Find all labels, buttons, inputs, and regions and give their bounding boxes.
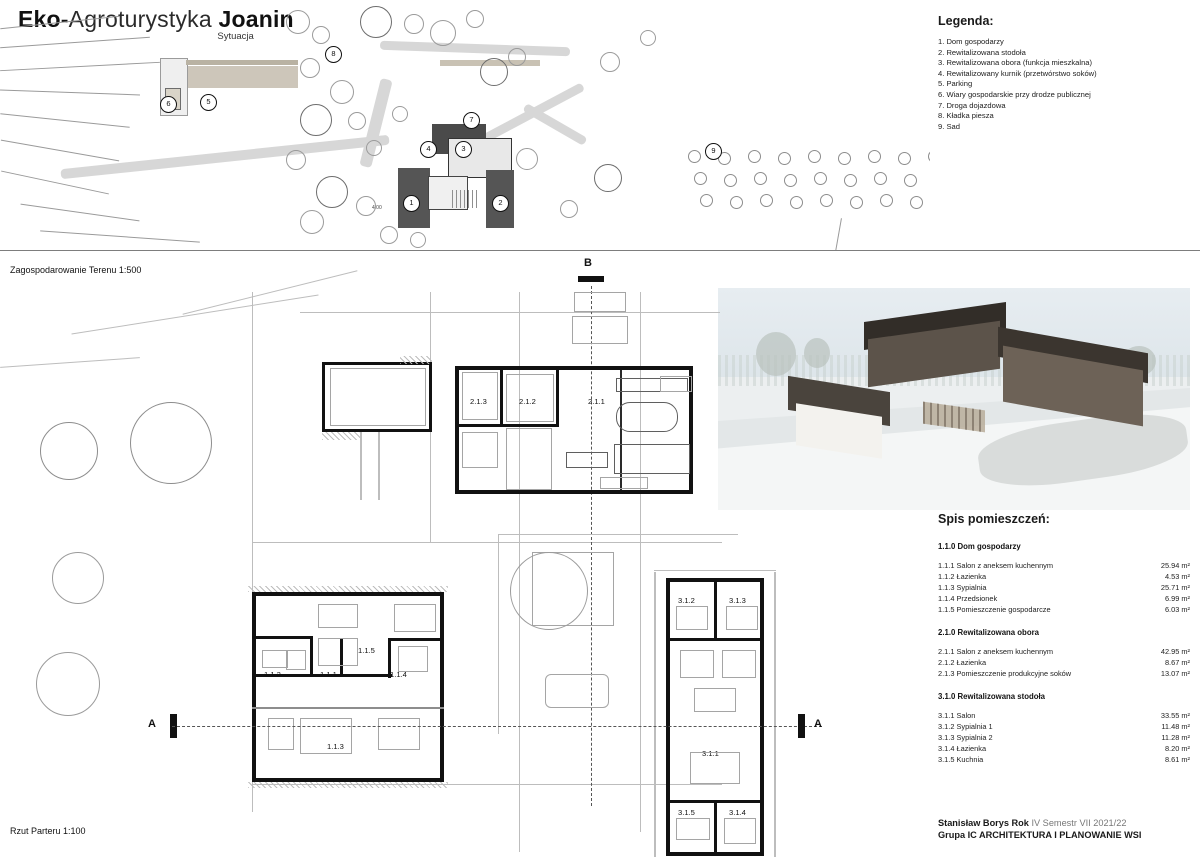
room-label-311: 3.1.1 xyxy=(702,749,719,758)
coffee-table xyxy=(694,688,736,712)
site-marker-2: 2 xyxy=(492,195,509,212)
schedule-group-head: 2.1.0 Rewitalizowana obora xyxy=(938,628,1039,637)
legend-list xyxy=(938,37,1188,132)
outbuilding-floor xyxy=(330,368,426,426)
tree-symbol xyxy=(510,552,588,630)
schedule-row xyxy=(938,743,1190,754)
tree-symbol xyxy=(430,20,456,46)
schedule-group xyxy=(938,542,1190,615)
site-dimension: 4.00 xyxy=(372,205,382,211)
tree-symbol xyxy=(360,6,392,38)
hatch-area xyxy=(322,432,362,440)
site-plan-caption: Zagospodarowanie Terenu 1:500 xyxy=(10,265,142,275)
tree-symbol xyxy=(508,48,526,66)
room-name: 3.1.2 Sypialnia 1 xyxy=(938,722,993,731)
legend-item: 3. Rewitalizowana obora (funkcja mieszkalna) xyxy=(938,58,1093,68)
kitchen-unit xyxy=(318,604,358,628)
sofa xyxy=(722,650,756,678)
room-name: 1.1.1 Salon z aneksem kuchennym xyxy=(938,561,1054,570)
room-area: 42.95 m² xyxy=(1160,647,1190,656)
terrain-line xyxy=(0,357,140,368)
contour-line xyxy=(0,90,140,96)
schedule-group-head: 3.1.0 Rewitalizowana stodoła xyxy=(938,692,1046,701)
room-label-114: 1.1.4 xyxy=(390,670,407,679)
site-marker-8: 8 xyxy=(325,46,342,63)
contour-line xyxy=(21,204,140,222)
title-part-2: Agroturystyka xyxy=(68,6,212,32)
legend-item: 7. Droga dojazdowa xyxy=(938,100,1006,110)
room-name: 1.1.2 Łazienka xyxy=(938,572,987,581)
courtyard-edge xyxy=(498,534,499,734)
tree-symbol xyxy=(316,176,348,208)
wall-barn-left xyxy=(666,578,670,856)
wall-house-top xyxy=(252,592,444,596)
legend-item: 6. Wiary gospodarskie przy drodze publicznej xyxy=(938,89,1091,99)
schedule-row xyxy=(938,710,1190,721)
wall-house-internal xyxy=(252,636,312,639)
wall-barn-internal xyxy=(714,800,717,856)
legend-title: Legenda: xyxy=(938,14,994,28)
schedule-row xyxy=(938,604,1190,615)
room-label-213: 2.1.3 xyxy=(470,397,487,406)
room-label-112: 1.1.2 xyxy=(264,670,281,679)
contour-line xyxy=(0,62,160,71)
ground-floor-plan xyxy=(0,252,930,857)
room-name: 3.1.3 Sypialnia 2 xyxy=(938,733,993,742)
tree-symbol xyxy=(560,200,578,218)
legend-item: 2. Rewitalizowana stodoła xyxy=(938,47,1026,57)
section-bar-a-right xyxy=(798,714,805,738)
wall-obora-top xyxy=(455,366,693,370)
wall-barn-internal xyxy=(714,578,717,638)
wall-house-right xyxy=(440,592,444,782)
terrain-line xyxy=(183,270,358,315)
sofa xyxy=(680,650,714,678)
tree-symbol xyxy=(410,232,426,248)
schedule-row xyxy=(938,593,1190,604)
tree-symbol xyxy=(330,80,354,104)
grid-line xyxy=(300,312,720,313)
title-part-1: Eko- xyxy=(18,6,69,32)
tree-symbol xyxy=(380,226,398,244)
tree-symbol xyxy=(404,14,424,34)
production-equipment xyxy=(462,372,498,420)
title-subtitle: Sytuacja xyxy=(217,31,254,42)
tree-symbol xyxy=(466,10,484,28)
stair-flight xyxy=(506,428,552,490)
room-label-113: 1.1.3 xyxy=(327,742,344,751)
section-mark-a-right: A xyxy=(814,718,822,730)
stair-run xyxy=(506,374,554,422)
room-area: 13.07 m² xyxy=(1160,669,1190,678)
room-area: 11.48 m² xyxy=(1161,722,1190,731)
contour-line xyxy=(0,113,129,128)
room-area: 8.20 m² xyxy=(1164,744,1190,753)
hatch-area xyxy=(248,586,448,592)
room-schedule-title: Spis pomieszczeń: xyxy=(938,512,1050,526)
production-equipment xyxy=(462,432,498,468)
room-label-313: 3.1.3 xyxy=(729,596,746,605)
schedule-row xyxy=(938,582,1190,593)
schedule-group xyxy=(938,628,1190,679)
schedule-row xyxy=(938,646,1190,657)
bathroom-fixtures xyxy=(724,818,756,844)
desk xyxy=(268,718,294,750)
grid-line xyxy=(252,542,722,543)
room-area: 33.55 m² xyxy=(1160,711,1190,720)
author-name: Stanisław Borys Rok xyxy=(938,818,1029,828)
bathroom-fixtures xyxy=(262,650,288,668)
tree-symbol xyxy=(52,552,104,604)
tv-unit xyxy=(566,452,608,468)
access-road xyxy=(60,135,389,179)
footer-line-1 xyxy=(938,818,1194,828)
hatch-area xyxy=(248,782,448,788)
wall-house-internal xyxy=(388,638,444,641)
bed xyxy=(300,718,352,754)
tree-symbol xyxy=(300,210,324,234)
room-label-115: 1.1.5 xyxy=(358,646,375,655)
site-marker-5: 5 xyxy=(200,94,217,111)
courtyard-edge xyxy=(498,534,738,535)
wall-obora-bottom xyxy=(455,490,693,494)
site-marker-7: 7 xyxy=(463,112,480,129)
tree-symbol xyxy=(516,148,538,170)
room-label-211: 2.1.1 xyxy=(588,397,605,406)
room-label-312: 3.1.2 xyxy=(678,596,695,605)
room-name: 2.1.3 Pomieszczenie produkcyjne soków xyxy=(938,669,1072,678)
outdoor-table xyxy=(572,316,628,344)
legend-item: 5. Parking xyxy=(938,79,973,89)
contour-line xyxy=(1,140,119,162)
group-info: Grupa IC ARCHITEKTURA I PLANOWANIE WSI xyxy=(938,830,1142,840)
dining-table xyxy=(616,402,678,432)
terrain-line xyxy=(71,294,318,334)
site-marker-1: 1 xyxy=(403,195,420,212)
tree-symbol xyxy=(286,10,310,34)
legend-item: 8. Kładka piesza xyxy=(938,111,994,121)
room-label-314: 3.1.4 xyxy=(729,808,746,817)
tree-symbol xyxy=(300,104,332,136)
shower xyxy=(286,650,306,670)
tree-symbol xyxy=(640,30,656,46)
schedule-row xyxy=(938,754,1190,765)
footer-credits xyxy=(938,818,1194,840)
orchard-grid xyxy=(688,150,930,220)
contour-line xyxy=(0,37,150,48)
site-marker-3: 3 xyxy=(455,141,472,158)
room-name: 1.1.5 Pomieszczenie gospodarcze xyxy=(938,605,1051,614)
section-line-b xyxy=(591,286,593,806)
wall-house-internal xyxy=(310,636,313,676)
tree-symbol xyxy=(600,52,620,72)
leader-line xyxy=(835,218,842,250)
wall-obora-internal xyxy=(455,424,559,427)
room-area: 6.99 m² xyxy=(1164,594,1190,603)
schedule-row xyxy=(938,571,1190,582)
dining-set xyxy=(690,752,740,784)
site-marker-9: 9 xyxy=(705,143,722,160)
wall-outbuilding-left xyxy=(322,362,325,432)
section-bar-b xyxy=(578,276,604,282)
room-schedule xyxy=(938,512,1190,778)
connector-wall xyxy=(360,432,362,500)
room-name: 1.1.4 Przedsionek xyxy=(938,594,998,603)
tree-symbol xyxy=(36,652,100,716)
wall-barn-internal xyxy=(666,638,764,641)
roof-edge xyxy=(654,570,776,571)
roof-edge xyxy=(654,572,656,857)
tree-symbol xyxy=(356,196,376,216)
section-mark-b: B xyxy=(584,257,592,269)
room-area: 8.61 m² xyxy=(1164,755,1190,764)
room-area: 11.28 m² xyxy=(1161,733,1190,742)
tree-symbol xyxy=(480,58,508,86)
pergola xyxy=(452,190,478,208)
tree-symbol xyxy=(286,150,306,170)
tree-symbol xyxy=(130,402,212,484)
wall-obora-internal xyxy=(556,366,559,426)
floor-plan-caption: Rzut Parteru 1:100 xyxy=(10,826,86,836)
title-part-3: Joanin xyxy=(218,6,294,32)
room-area: 4.53 m² xyxy=(1164,572,1190,581)
room-label-315: 3.1.5 xyxy=(678,808,695,817)
sink xyxy=(660,376,692,392)
sofa xyxy=(614,444,690,474)
wardrobe xyxy=(378,718,420,750)
schedule-row xyxy=(938,721,1190,732)
outdoor-dining xyxy=(545,674,609,708)
room-name: 3.1.4 Łazienka xyxy=(938,744,987,753)
storage-unit xyxy=(394,604,436,632)
contour-line xyxy=(0,16,119,30)
bed xyxy=(676,606,708,630)
legend xyxy=(938,14,1188,132)
room-area: 25.71 m² xyxy=(1160,583,1190,592)
room-name: 3.1.1 Salon xyxy=(938,711,976,720)
grid-line xyxy=(640,292,641,832)
wall-house-internal xyxy=(252,707,444,709)
schedule-row xyxy=(938,560,1190,571)
legend-item: 4. Rewitalizowany kurnik (przetwórstwo soków) xyxy=(938,68,1097,78)
tree-symbol xyxy=(40,422,98,480)
site-marker-4: 4 xyxy=(420,141,437,158)
tree-symbol xyxy=(594,164,622,192)
tree-symbol xyxy=(366,140,382,156)
tree-symbol xyxy=(300,58,320,78)
legend-item: 1. Dom gospodarzy xyxy=(938,37,1004,46)
hatch-area xyxy=(400,356,432,364)
kitchen-unit xyxy=(676,818,710,840)
sheet-divider xyxy=(0,250,1200,251)
room-name: 2.1.2 Łazienka xyxy=(938,658,987,667)
site-marker-6: 6 xyxy=(160,96,177,113)
access-road xyxy=(522,103,587,146)
schedule-row xyxy=(938,657,1190,668)
bed xyxy=(726,606,758,630)
room-name: 2.1.1 Salon z aneksem kuchennym xyxy=(938,647,1054,656)
wall-obora-left xyxy=(455,366,459,494)
vestibule-furniture xyxy=(398,646,428,672)
roof-edge xyxy=(774,572,776,857)
wall-barn-right xyxy=(760,578,764,856)
section-mark-a-left: A xyxy=(148,718,156,730)
room-area: 6.03 m² xyxy=(1164,605,1190,614)
wall-house-left xyxy=(252,592,256,782)
contour-line xyxy=(40,230,200,242)
parking-area xyxy=(186,66,298,88)
room-name: 1.1.3 Sypialnia xyxy=(938,583,987,592)
section-line-a xyxy=(172,726,822,727)
tree-symbol xyxy=(312,26,330,44)
schedule-group-head: 1.1.0 Dom gospodarzy xyxy=(938,542,1021,551)
room-name: 3.1.5 Kuchnia xyxy=(938,755,984,764)
connector-wall xyxy=(378,432,380,500)
schedule-row xyxy=(938,732,1190,743)
terrace-step xyxy=(600,477,648,489)
parking-edge xyxy=(186,60,298,65)
wall-outbuilding-right xyxy=(429,362,432,432)
room-area: 25.94 m² xyxy=(1160,561,1190,570)
outdoor-bench xyxy=(574,292,626,312)
room-label-111: 1.1.1 xyxy=(320,670,337,679)
room-area: 8.67 m² xyxy=(1164,658,1190,667)
wall-obora-internal xyxy=(500,366,503,424)
room-label-212: 2.1.2 xyxy=(519,397,536,406)
tree-symbol xyxy=(392,106,408,122)
schedule-group xyxy=(938,692,1190,765)
dining-table xyxy=(318,638,358,666)
semester-info: IV Semestr VII 2021/22 xyxy=(1031,818,1127,828)
tree-symbol xyxy=(348,112,366,130)
access-road xyxy=(380,41,570,57)
legend-item: 9. Sad xyxy=(938,121,960,131)
site-plan-drawing xyxy=(0,0,930,250)
schedule-row xyxy=(938,668,1190,679)
